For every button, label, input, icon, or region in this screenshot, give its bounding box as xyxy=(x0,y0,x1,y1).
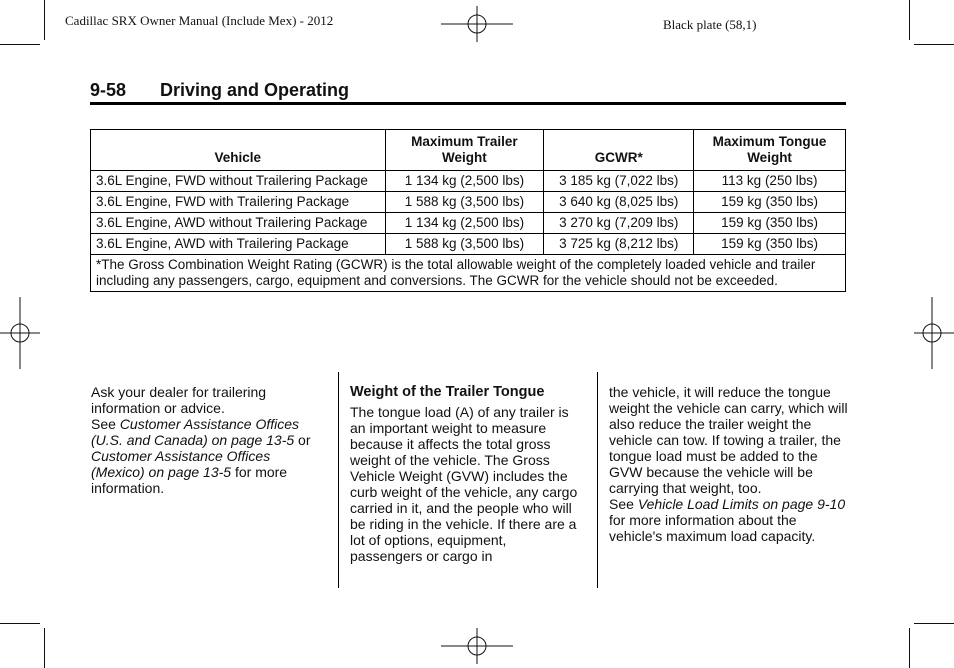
table-header: GCWR* xyxy=(544,130,694,171)
chapter-title: Driving and Operating xyxy=(160,80,350,100)
text: or xyxy=(294,432,311,448)
crop-mark xyxy=(0,623,40,624)
registration-mark-icon xyxy=(0,297,40,369)
crop-mark xyxy=(0,44,40,45)
plate-label: Black plate (58,1) xyxy=(663,17,757,32)
cross-reference-link[interactable]: Customer Assistance Offices (U.S. and Canada) on page 13-5 xyxy=(91,416,300,448)
crop-mark xyxy=(44,0,45,40)
page-number: 9-58 xyxy=(90,80,127,100)
text: See xyxy=(91,416,120,432)
table-cell: 159 kg (350 lbs) xyxy=(694,192,846,213)
table-header-row xyxy=(91,130,846,171)
table-cell: 3.6L Engine, FWD with Trailering Package xyxy=(91,192,386,213)
table-header: Maximum Tongue Weight xyxy=(694,130,846,171)
table-footnote-row xyxy=(91,255,846,292)
subheading: Weight of the Trailer Tongue xyxy=(350,384,545,400)
cross-reference-link[interactable]: Vehicle Load Limits on page 9-10 xyxy=(637,496,846,512)
table-cell: 1 134 kg (2,500 lbs) xyxy=(385,213,544,234)
table-cell: 3 640 kg (8,025 lbs) xyxy=(544,192,694,213)
table-cell: 1 588 kg (3,500 lbs) xyxy=(385,192,544,213)
table-cell: 3 185 kg (7,022 lbs) xyxy=(544,171,694,192)
crop-mark xyxy=(914,44,954,45)
table-header: Vehicle xyxy=(91,130,386,171)
crop-mark xyxy=(914,623,954,624)
table-cell: 1 588 kg (3,500 lbs) xyxy=(385,234,544,255)
paragraph: Ask your dealer for trailering information or advice. xyxy=(91,384,267,416)
table-row xyxy=(91,171,846,192)
crop-mark xyxy=(909,628,910,668)
table-row xyxy=(91,234,846,255)
running-header: Cadillac SRX Owner Manual (Include Mex) - 2012 xyxy=(65,13,334,28)
paragraph xyxy=(91,416,326,496)
section-title xyxy=(90,80,349,101)
body-column-3 xyxy=(609,384,849,544)
trailer-weight-table xyxy=(90,129,846,292)
table-header: Maximum Trailer Weight xyxy=(385,130,544,171)
table-cell: 3 725 kg (8,212 lbs) xyxy=(544,234,694,255)
table-row xyxy=(91,192,846,213)
body-column-2 xyxy=(350,384,582,564)
crop-mark xyxy=(44,628,45,668)
column-divider xyxy=(597,372,598,588)
text: for more information. xyxy=(91,464,288,496)
column-divider xyxy=(338,372,339,588)
table-cell: 159 kg (350 lbs) xyxy=(694,234,846,255)
cross-reference-link[interactable]: Customer Assistance Offices (Mexico) on page 13-5 xyxy=(91,448,271,480)
table-cell: 113 kg (250 lbs) xyxy=(694,171,846,192)
title-rule xyxy=(90,102,846,105)
registration-mark-icon xyxy=(914,297,954,369)
text: for more information about the vehicle's maximum load capacity. xyxy=(609,512,816,544)
table-cell: 3.6L Engine, AWD without Trailering Package xyxy=(91,213,386,234)
crop-mark xyxy=(909,0,910,40)
paragraph xyxy=(609,496,849,544)
paragraph: the vehicle, it will reduce the tongue weight the vehicle can carry, which will also reduce the trailer weight the vehicle can tow. If towing a trailer, the tongue load must be added to the GVW because the vehicle will be carrying that weight, too. xyxy=(609,384,848,496)
table-cell: 1 134 kg (2,500 lbs) xyxy=(385,171,544,192)
table-row xyxy=(91,213,846,234)
registration-mark-icon xyxy=(441,628,513,664)
table-cell: 159 kg (350 lbs) xyxy=(694,213,846,234)
paragraph: The tongue load (A) of any trailer is an important weight to measure because it affects the total gross weight of the vehicle. The Gross Vehicle Weight (GVW) includes the curb weight of the vehicle, any cargo carried in it, and the people who will be riding in the vehicle. If there are a lot of options, equipment, passengers or cargo in xyxy=(350,404,578,564)
table-cell: 3.6L Engine, FWD without Trailering Package xyxy=(91,171,386,192)
body-column-1 xyxy=(91,384,326,496)
registration-mark-icon xyxy=(441,6,513,42)
table-cell: 3 270 kg (7,209 lbs) xyxy=(544,213,694,234)
text: See xyxy=(609,496,638,512)
table-footnote: *The Gross Combination Weight Rating (GCWR) is the total allowable weight of the completely loaded vehicle and trailer including any passengers, cargo, equipment and conversions. The GCWR for the vehicle should not be exceeded. xyxy=(91,255,846,292)
table-cell: 3.6L Engine, AWD with Trailering Package xyxy=(91,234,386,255)
